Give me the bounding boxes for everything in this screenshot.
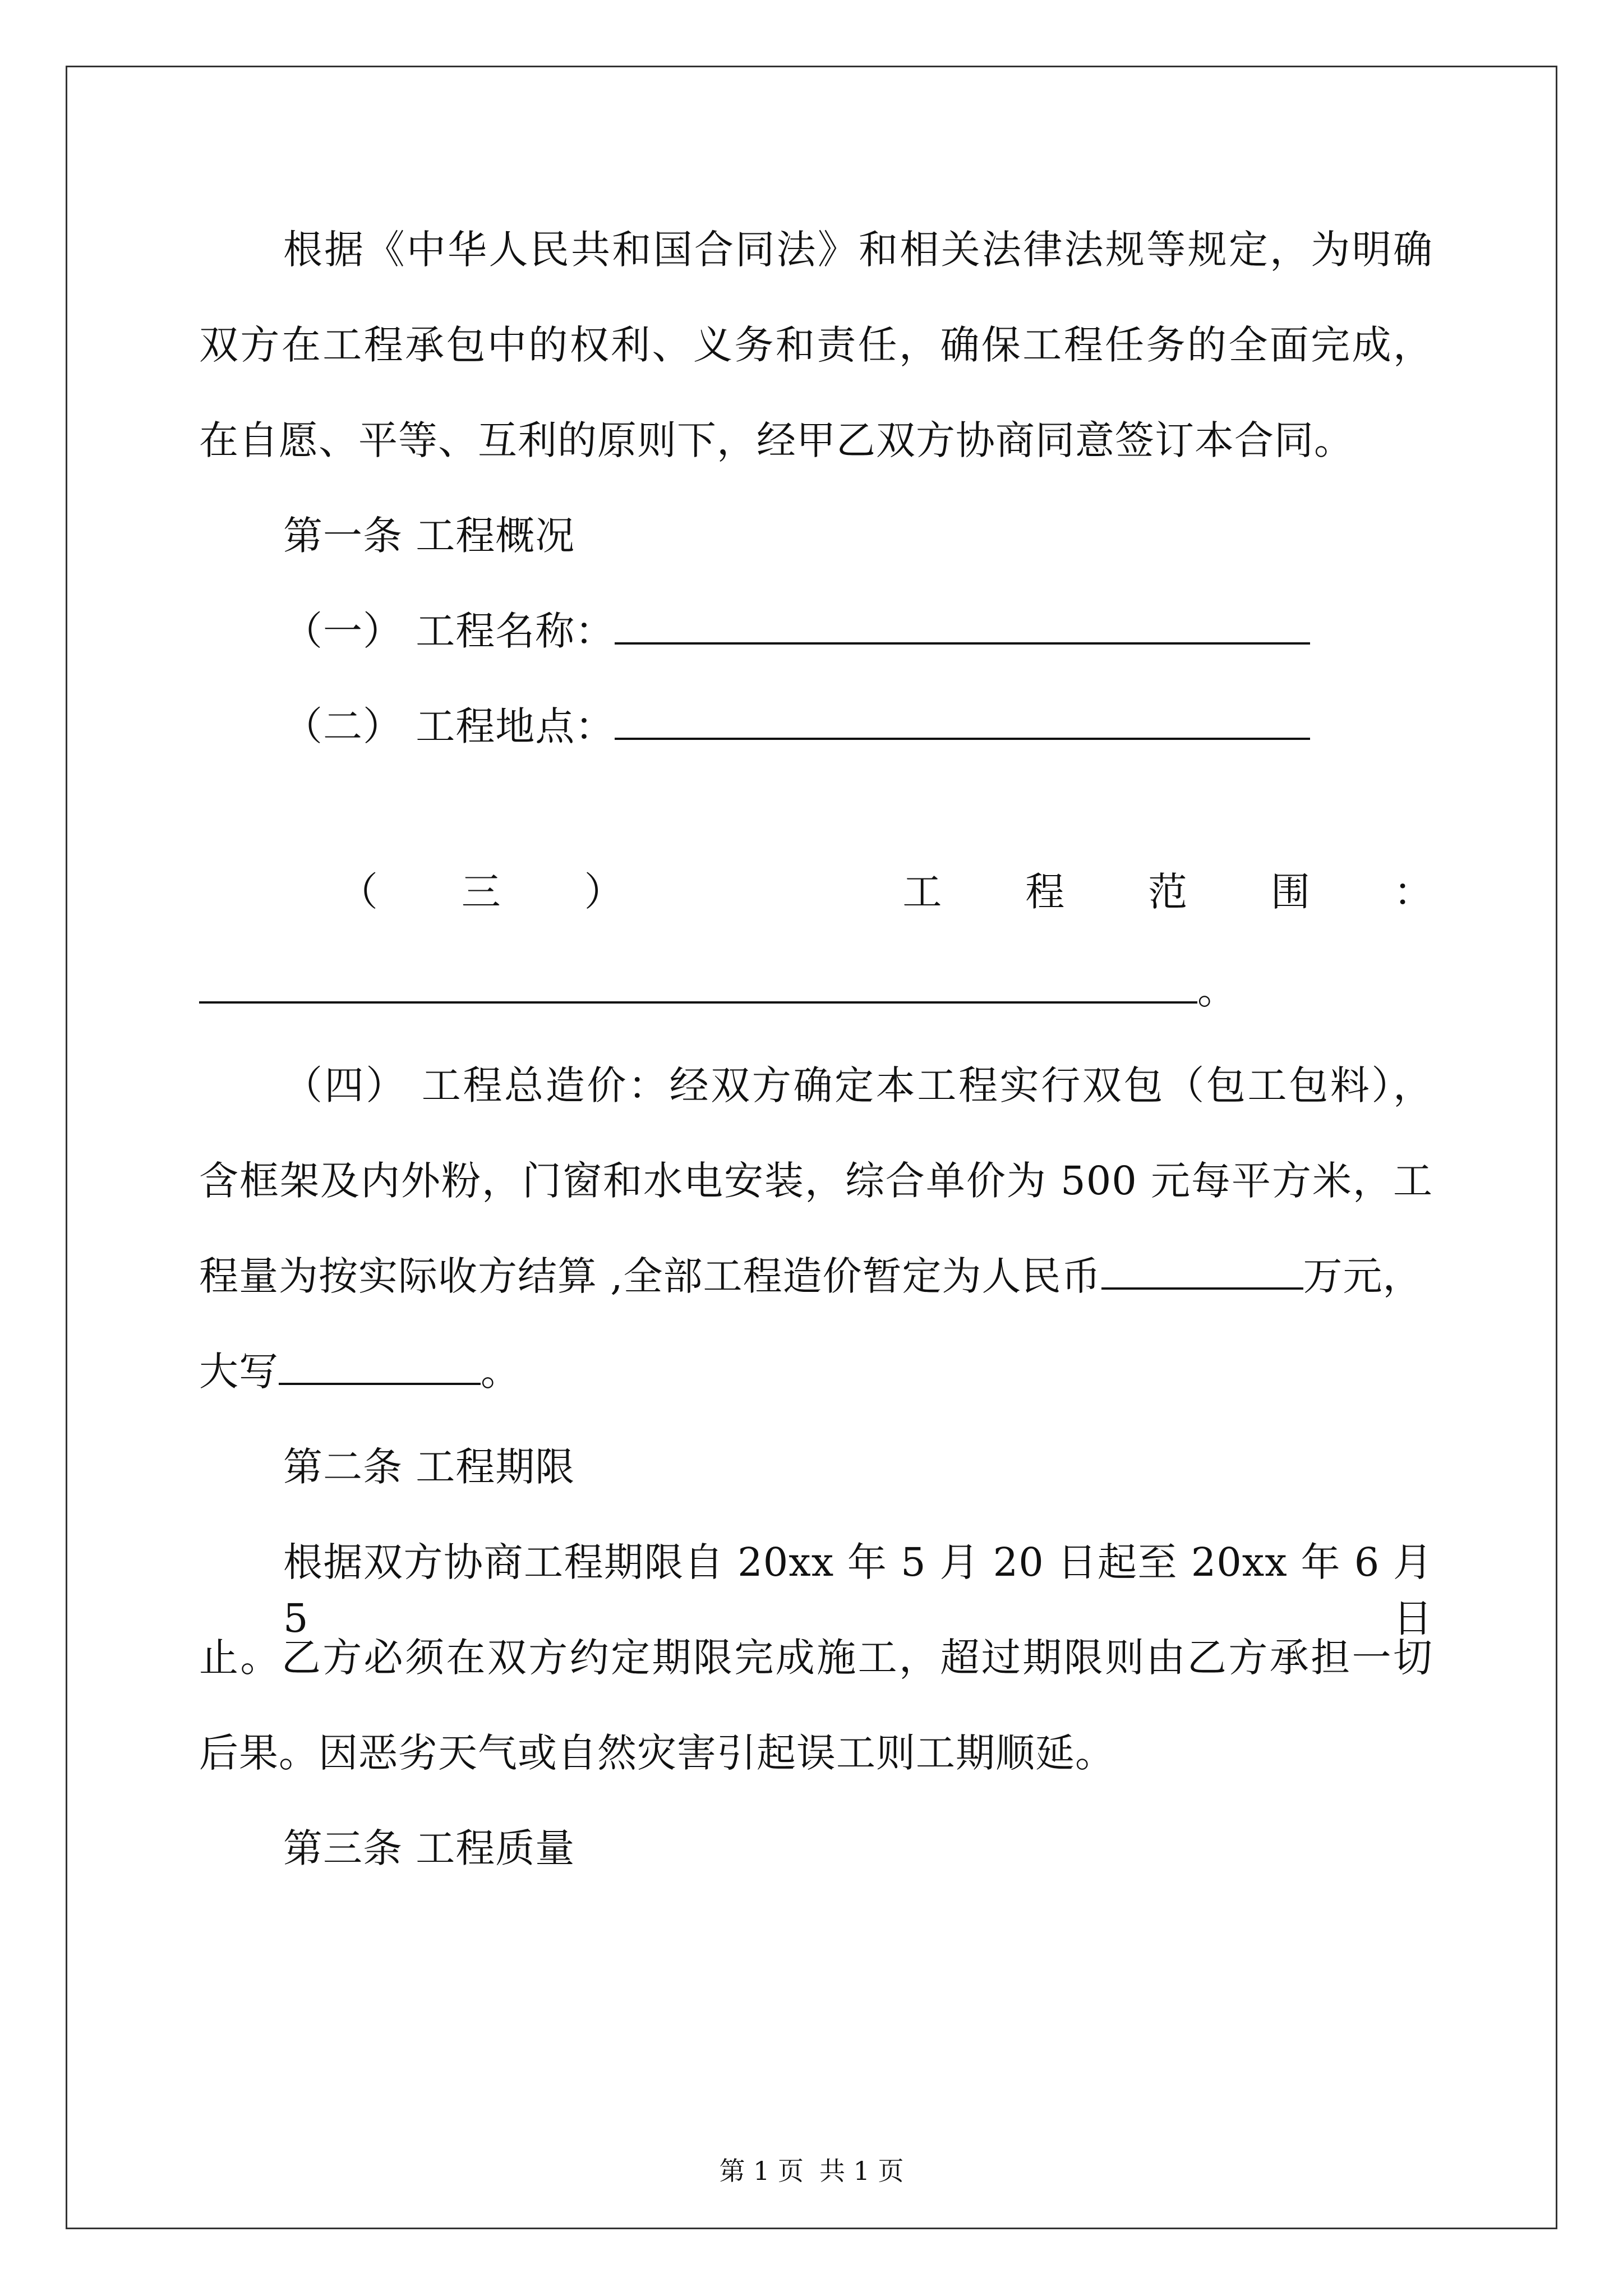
project-scope-label: [199, 864, 1433, 920]
article-3-heading: 第三条 工程质量: [283, 1825, 575, 1871]
scope-char: 三: [461, 869, 501, 915]
price-line-4: [199, 1343, 1433, 1400]
project-location-blank: [615, 703, 1310, 740]
project-location-row: [283, 698, 1517, 754]
project-scope-end: 。: [1197, 967, 1237, 1013]
scope-char: 程: [1025, 869, 1065, 915]
scope-char: （: [338, 869, 378, 915]
intro-line-2: 双方在工程承包中的权利、义务和责任，确保工程任务的全面完成，: [199, 322, 1433, 368]
project-name-row: [283, 603, 1517, 659]
scope-char: ：: [1393, 869, 1433, 915]
project-scope-blank: [199, 967, 1197, 1004]
price-amount-blank: [1101, 1253, 1303, 1290]
price-line-1: （四） 工程总造价：经双方确定本工程实行双包（包工包料），: [283, 1062, 1433, 1108]
article-2-heading: 第二条 工程期限: [283, 1444, 575, 1490]
scope-char: 范: [1148, 869, 1188, 915]
intro-line-3: 在自愿、平等、互利的原则下，经甲乙双方协商同意签订本合同。: [199, 417, 1354, 463]
scope-char: 围: [1271, 869, 1310, 915]
project-name-label: （一） 工程名称：: [283, 608, 615, 654]
article-1-heading: 第一条 工程概况: [283, 513, 575, 559]
page-number: 第 1 页: [719, 2156, 804, 2186]
scope-char: ）: [584, 869, 624, 915]
term-line-2: 止。乙方必须在双方约定期限完成施工，超过期限则由乙方承担一切: [199, 1635, 1433, 1681]
intro-line-1: 根据《中华人民共和国合同法》和相关法律法规等规定，为明确: [283, 227, 1433, 273]
price-unit: 万元，: [1303, 1253, 1423, 1299]
price-uppercase-blank: [279, 1348, 481, 1385]
project-scope-row: [199, 962, 1433, 1018]
project-name-blank: [615, 608, 1310, 645]
scope-char: 工: [902, 869, 942, 915]
price-line-3-text: 程量为按实际收方结算 ,全部工程造价暂定为人民币: [199, 1253, 1101, 1299]
page-border: [66, 66, 1557, 2229]
price-line-2: 含框架及内外粉，门窗和水电安装，综合单价为 500 元每平方米，工: [199, 1158, 1433, 1204]
page-footer: [0, 2154, 1623, 2188]
term-line-1: 根据双方协商工程期限自 20xx 年 5 月 20 日起至 20xx 年 6 月 5 日: [283, 1539, 1433, 1641]
term-line-3: 后果。因恶劣天气或自然灾害引起误工则工期顺延。: [199, 1730, 1115, 1776]
price-line-3: [199, 1248, 1433, 1304]
price-line-4-end: 。: [481, 1349, 520, 1395]
page-total: 共 1 页: [819, 2156, 904, 2186]
project-location-label: （二） 工程地点：: [283, 703, 615, 749]
price-uppercase-label: 大写: [199, 1349, 279, 1395]
